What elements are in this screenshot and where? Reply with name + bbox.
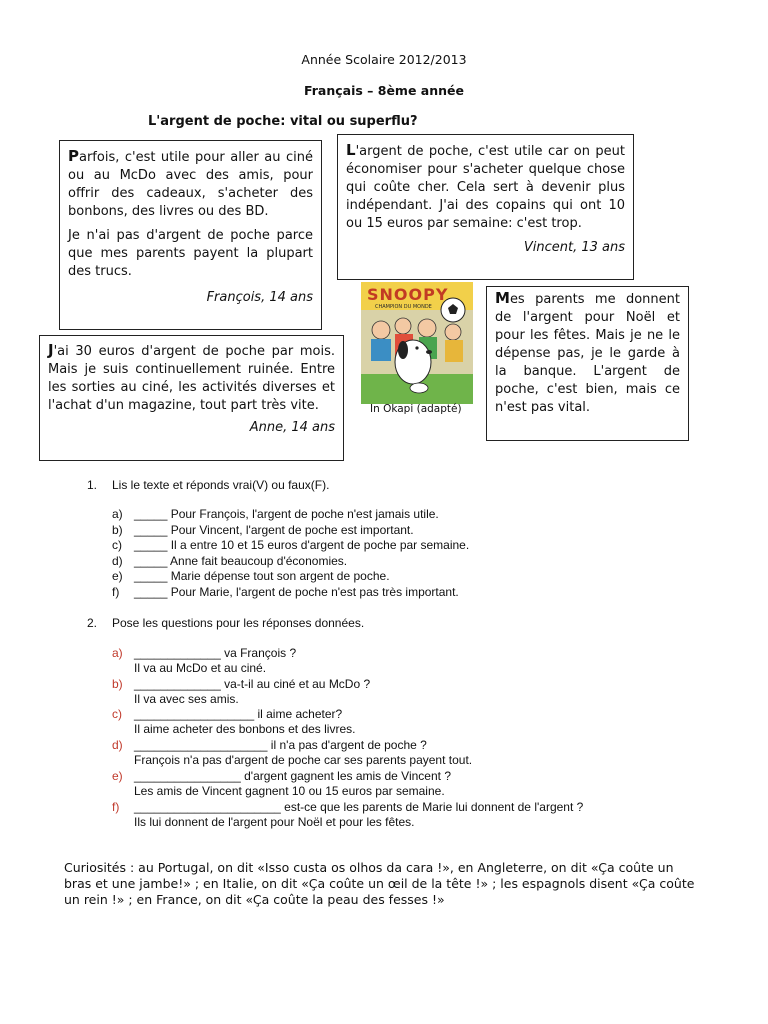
quote-vincent-para1 <box>346 141 625 233</box>
quote-box-marie <box>486 286 689 441</box>
true-false-item <box>112 507 439 522</box>
exercise2-number: 2. <box>87 616 98 630</box>
quote-francois-para2: Je n'ai pas d'argent de poche parce que mes parents payent la plupart des trucs. <box>68 228 313 279</box>
question-item <box>112 677 370 692</box>
quote-anne-signature: Anne, 14 ans <box>249 420 335 435</box>
answer-text: Il va au McDo et au ciné. <box>134 661 267 675</box>
question-item <box>112 738 427 753</box>
school-year: Année Scolaire 2012/2013 <box>301 52 467 67</box>
quote-vincent-signature: Vincent, 13 ans <box>523 240 625 255</box>
exercise1-number: 1. <box>87 478 98 492</box>
answer-text: Il aime acheter des bonbons et des livres. <box>134 722 356 737</box>
true-false-item <box>112 585 459 600</box>
item-text: _____ Pour Marie, l'argent de poche n'est pas très important. <box>134 584 459 599</box>
quote-initial: P <box>68 147 79 165</box>
question-text: _____________ va-t-il au ciné et au McDo ? <box>134 676 371 691</box>
quote-text: es parents me donnent de l'argent pour Noël et pour les fêtes. Mais je ne le dépense pas, je le garde à la banque. L'argent de poche, c'est bien, mais ce n'est pas vital. <box>495 292 680 415</box>
item-label: b) <box>112 522 123 537</box>
item-text: _____ Pour François, l'argent de poche n'est jamais utile. <box>134 507 439 521</box>
answer-text: François n'a pas d'argent de poche car ses parents payent tout. <box>134 753 473 768</box>
quote-francois-signature: François, 14 ans <box>206 290 313 305</box>
item-label: e) <box>112 768 123 783</box>
quote-marie-para1 <box>495 289 680 417</box>
true-false-item <box>112 523 414 538</box>
topic-title: L'argent de poche: vital ou superflu? <box>148 114 418 129</box>
item-label: f) <box>112 799 120 814</box>
item-label: b) <box>112 676 123 691</box>
true-false-item <box>112 554 347 569</box>
item-label: f) <box>112 584 120 599</box>
curiosites-note: Curiosités : au Portugal, on dit «Isso custa os olhos da cara !», en Angleterre, on dit «Ça coûte un bras et une jambe!» ; en Italie, on dit «Ça coûte un œil de la tête !» ; les espagnols disent «Ça coûte un rein !» ; en France, on dit «Ça coûte la peau des fesses !» <box>64 860 695 907</box>
quote-text: arfois, c'est utile pour aller au ciné ou au McDo avec des amis, pour offrir des cadeaux, s'acheter des bonbons, des livres ou des BD. <box>68 150 313 219</box>
quote-box-francois <box>59 140 322 330</box>
snoopy-comic-cover <box>361 282 473 404</box>
question-text: ______________________ est-ce que les parents de Marie lui donnent de l'argent ? <box>134 799 584 814</box>
quote-initial: M <box>495 289 510 307</box>
answer-text: Il va avec ses amis. <box>134 691 239 706</box>
item-text: _____ Pour Vincent, l'argent de poche est important. <box>134 522 414 537</box>
question-item <box>112 800 583 815</box>
item-label: d) <box>112 738 123 753</box>
answer-text: Les amis de Vincent gagnent 10 ou 15 euros par semaine. <box>134 783 445 798</box>
item-label: a) <box>112 507 123 521</box>
exercise1-instruction: Lis le texte et réponds vrai(V) ou faux(F). <box>112 478 330 492</box>
item-label: c) <box>112 538 122 552</box>
course-title: Français – 8ème année <box>304 83 464 98</box>
true-false-item <box>112 538 469 553</box>
question-item <box>112 707 342 722</box>
item-text: _____ Marie dépense tout son argent de poche. <box>134 569 390 583</box>
question-item <box>112 769 451 784</box>
question-item <box>112 646 296 661</box>
answer-text: Ils lui donnent de l'argent pour Noël et pour les fêtes. <box>134 814 415 829</box>
comic-caption: In Okapi (adapté) <box>370 403 462 415</box>
true-false-item <box>112 569 390 584</box>
item-label: e) <box>112 569 123 583</box>
question-text: ________________ d'argent gagnent les amis de Vincent ? <box>134 768 451 783</box>
quote-box-vincent <box>337 134 634 280</box>
quote-initial: L <box>346 141 356 159</box>
question-text: ____________________ il n'a pas d'argent de poche ? <box>134 738 427 753</box>
item-label: d) <box>112 553 123 568</box>
quote-initial: J <box>48 341 54 359</box>
quote-anne-para1 <box>48 341 335 415</box>
question-text: __________________ il aime acheter? <box>134 707 343 722</box>
item-text: _____ Anne fait beaucoup d'économies. <box>134 553 348 568</box>
item-label: a) <box>112 646 123 660</box>
comic-title: SNOOPY <box>367 285 449 304</box>
question-text: _____________ va François ? <box>134 646 297 660</box>
quote-text: 'ai 30 euros d'argent de poche par mois. Mais je suis continuellement ruinée. Entre les sorties au ciné, les activités diverses et l'achat d'un magazine, tout part très vite. <box>48 344 335 413</box>
quote-box-anne <box>39 335 344 461</box>
item-text: _____ Il a entre 10 et 15 euros d'argent de poche par semaine. <box>134 538 470 552</box>
quote-francois-para1 <box>68 147 313 221</box>
quote-text: 'argent de poche, c'est utile car on peut économiser pour s'acheter quelque chose qui coûte cher. Cela sert à devenir plus indépendant. J'ai des copains qui ont 10 ou 15 euros par semaine: c'est trop. <box>346 144 625 231</box>
comic-subtitle: CHAMPION DU MONDE <box>375 304 432 310</box>
exercise2-instruction: Pose les questions pour les réponses données. <box>112 616 365 630</box>
item-label: c) <box>112 707 122 722</box>
